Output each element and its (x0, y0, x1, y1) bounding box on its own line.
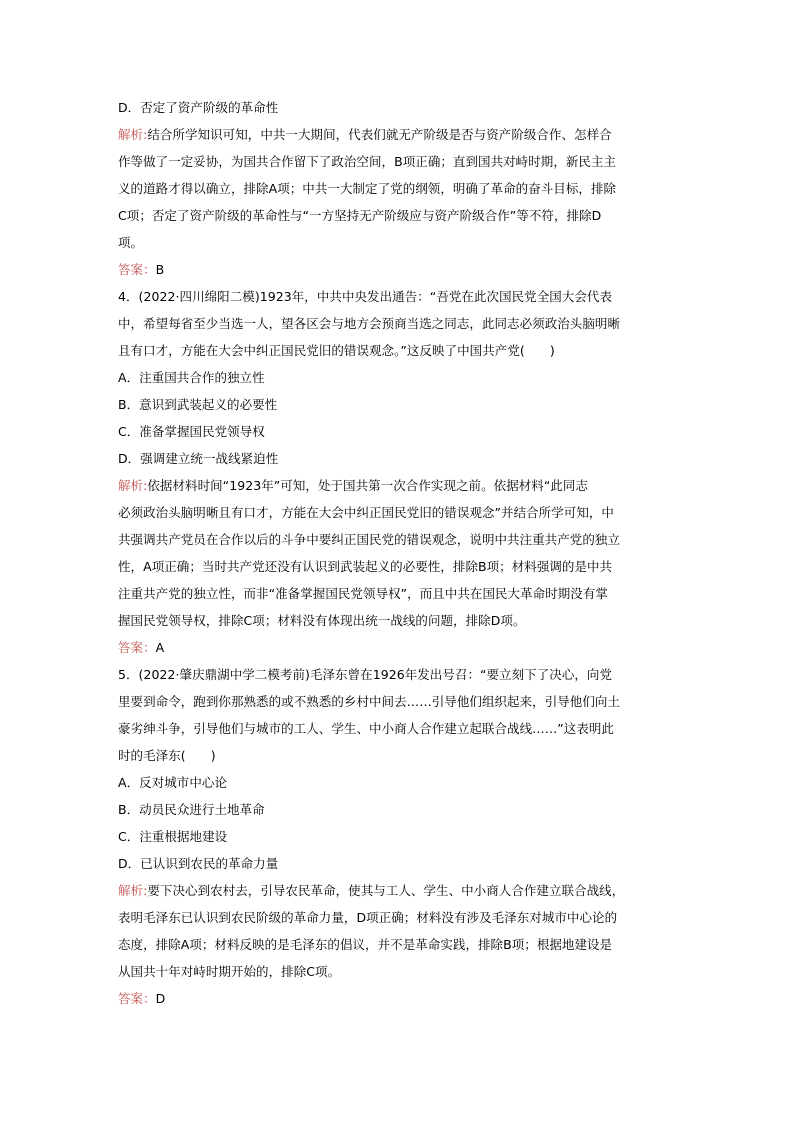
analysis-line: 性，A项正确；当时共产党还没有认识到武装起义的必要性，排除B项；材料强调的是中共 (118, 559, 613, 574)
document-content (118, 94, 678, 1012)
option-a: A．反对城市中心论 (118, 775, 228, 790)
analysis-text: 结合所学知识可知，中共一大期间，代表们就无产阶级是否与资产阶级合作、怎样合 (147, 127, 612, 142)
option-b: B．意识到武装起义的必要性 (118, 397, 278, 412)
analysis-line (118, 472, 678, 499)
answer-value: A (155, 640, 165, 655)
question-stem: 4．(2022·四川绵阳二模)1923年，中共中央发出通告：“吾党在此次国民党全国大会代表 (118, 289, 613, 304)
analysis-line: 必须政治头脑明晰且有口才，方能在大会中纠正国民党旧的错误观念”并结合所学可知，中 (118, 505, 614, 520)
analysis-line: 项。 (118, 235, 144, 250)
answer-line (118, 985, 678, 1012)
analysis-line: 握国民党领导权，排除C项；材料没有体现出统一战线的问题，排除D项。 (118, 613, 526, 628)
analysis-text: 依据材料时间“1923年”可知，处于国共第一次合作实现之前。依据材料“此同志 (147, 478, 589, 493)
analysis-label: 解析: (118, 478, 148, 493)
answer-line (118, 256, 678, 283)
option-d: D．否定了资产阶级的革命性 (118, 100, 279, 115)
analysis-label: 解析: (118, 883, 148, 898)
question-stem: 豪劣绅斗争，引导他们与城市的工人、学生、中小商人合作建立起联合战线……”这表明此 (118, 721, 614, 736)
option-d: D．强调建立统一战线紧迫性 (118, 451, 279, 466)
option-d: D．已认识到农民的革命力量 (118, 856, 279, 871)
analysis-label: 解析: (118, 127, 148, 142)
option-c: C．准备掌握国民党领导权 (118, 424, 265, 439)
analysis-line: 作等做了一定妥协，为国共合作留下了政治空间，B项正确；直到国共对峙时期，新民主主 (118, 154, 617, 169)
analysis-line: 表明毛泽东已认识到农民阶级的革命力量，D项正确；材料没有涉及毛泽东对城市中心论的 (118, 910, 618, 925)
question-stem: 中，希望每省至少当选一人，望各区会与地方会预商当选之同志，此同志必须政治头脑明晰 (118, 316, 621, 331)
analysis-line: C项；否定了资产阶级的革命性与“一方坚持无产阶级应与资产阶级合作”等不符，排除D (118, 208, 602, 223)
analysis-line: 注重共产党的独立性，而非“准备掌握国民党领导权”，而且中共在国民大革命时期没有掌 (118, 586, 608, 601)
question-stem: 里要到命令，跑到你那熟悉的或不熟悉的乡村中间去……引导他们组织起来，引导他们向土 (118, 694, 621, 709)
question-stem: 5．(2022·肇庆鼎湖中学二模考前)毛泽东曾在1926年发出号召：“要立刻下了决心，向党 (118, 667, 613, 682)
answer-label: 答案： (118, 991, 156, 1006)
question-stem: 时的毛泽东( ) (118, 748, 216, 763)
answer-value: B (155, 262, 165, 277)
option-b: B．动员民众进行土地革命 (118, 802, 265, 817)
analysis-line: 从国共十年对峙时期开始的，排除C项。 (118, 964, 341, 979)
answer-label: 答案： (118, 262, 156, 277)
analysis-text: 要下决心到农村去，引导农民革命，使其与工人、学生、中小商人合作建立联合战线， (147, 883, 625, 898)
answer-line (118, 634, 678, 661)
analysis-line (118, 877, 678, 904)
option-c: C．注重根据地建设 (118, 829, 228, 844)
analysis-line: 共强调共产党员在合作以后的斗争中要纠正国民党的错误观念，说明中共注重共产党的独立 (118, 532, 621, 547)
analysis-line: 态度，排除A项；材料反映的是毛泽东的倡议，并不是革命实践，排除B项；根据地建设是 (118, 937, 613, 952)
question-stem: 且有口才，方能在大会中纠正国民党旧的错误观念。”这反映了中国共产党( ) (118, 343, 555, 358)
analysis-line: 义的道路才得以确立，排除A项；中共一大制定了党的纲领，明确了革命的奋斗目标，排除 (118, 181, 617, 196)
analysis-line (118, 121, 678, 148)
answer-value: D (155, 991, 166, 1006)
option-a: A．注重国共合作的独立性 (118, 370, 265, 385)
answer-label: 答案： (118, 640, 156, 655)
